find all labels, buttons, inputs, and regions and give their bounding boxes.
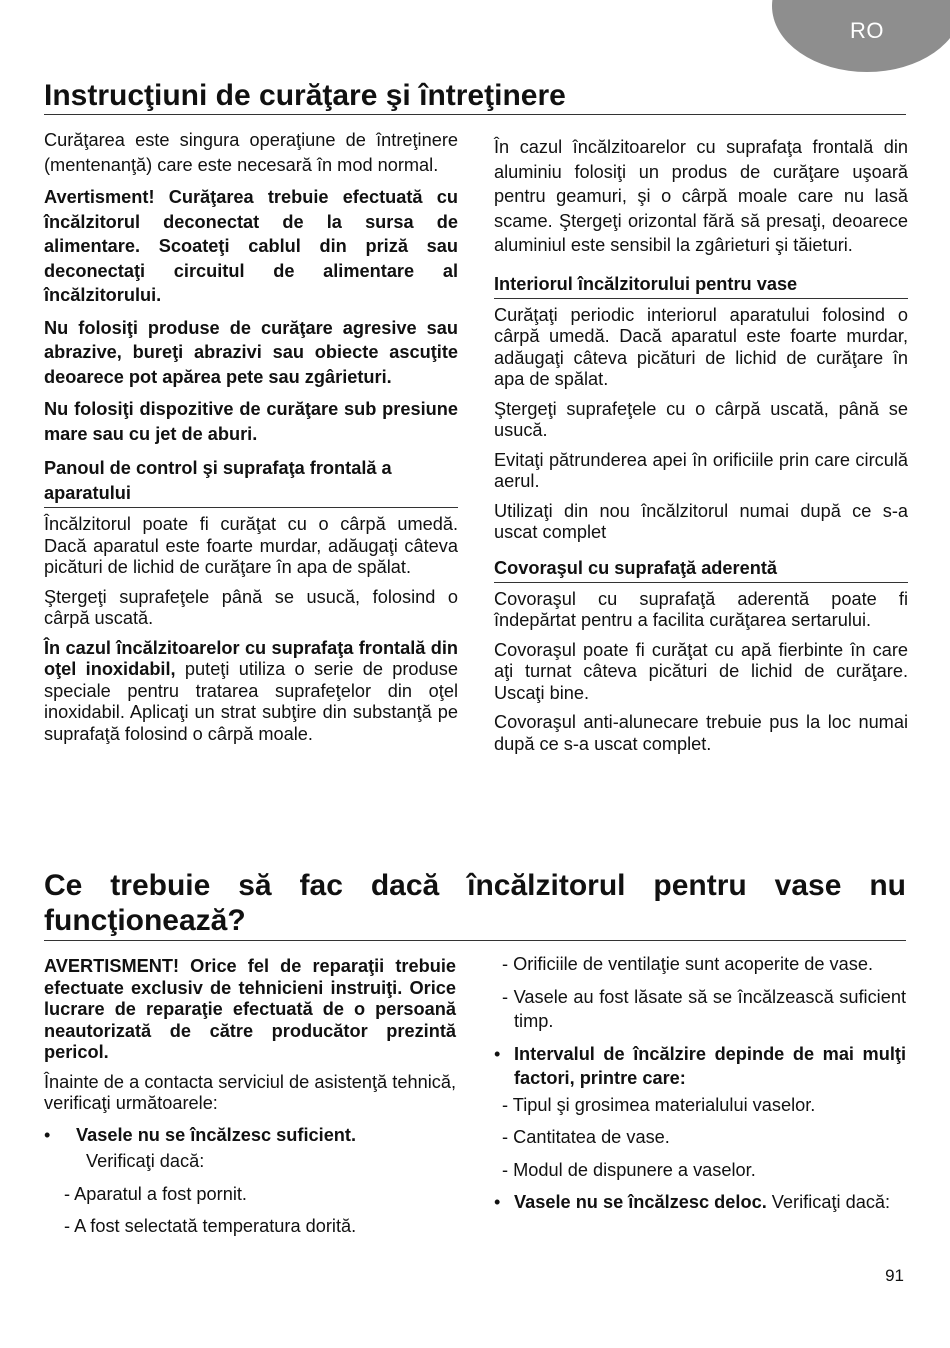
warning-disconnect: Avertisment! Curăţarea trebuie efectuată cu încălzitorul deconectat de la sursa de alimentare. Scoateţi cablul din priză sau deconectaţi circuitul de alimentare al încălzitorului. bbox=[44, 187, 458, 305]
factor-arrangement: - Modul de dispunere a vaselor. bbox=[502, 1159, 756, 1180]
subheading-control-panel: Panoul de control şi suprafaţa frontală a aparatului bbox=[44, 456, 458, 508]
cleaning-intro: Curăţarea este singura operaţiune de întreţinere (mentenanţă) care este necesară în mod normal. bbox=[44, 130, 458, 175]
warning-steam: Nu folosiţi dispozitive de curăţare sub presiune mare sau cu jet de aburi. bbox=[44, 399, 458, 444]
checklist-item-not-heating bbox=[494, 1190, 906, 1215]
interior-paragraph-1: Curăţaţi periodic interiorul aparatului folosind o cârpă umedă. Dacă aparatul este foarte murdar, adăugaţi câteva picături de lichid de curăţare în apa de spălat. bbox=[494, 304, 908, 389]
check-heating-time: - Vasele au fost lăsate să se încălzească suficient timp. bbox=[502, 986, 906, 1031]
check-vents-covered: - Orificiile de ventilaţie sunt acoperite de vase. bbox=[502, 954, 874, 974]
aluminium-paragraph: În cazul încălzitoarelor cu suprafaţa frontală din aluminiu folosiţi un produs de curăţare uşoară pentru geamuri, şi o cârpă moale care nu lasă scame. Ştergeţi orizontal fără să presaţi, deoarece aluminiul este sensibil la zgârieturi şi tăieturi. bbox=[494, 137, 908, 255]
subheading-interior: Interiorul încălzitorului pentru vase bbox=[494, 272, 908, 299]
troubleshooting-left-column bbox=[44, 956, 456, 1247]
interior-paragraph-3: Evitaţi pătrunderea apei în orificiile prin care circulă aerul. bbox=[494, 449, 908, 491]
factor-material: - Tipul şi grosimea materialului vaselor. bbox=[502, 1094, 816, 1115]
check-temperature: - A fost selectată temperatura dorită. bbox=[64, 1216, 357, 1236]
repair-warning: AVERTISMENT! Orice fel de reparaţii trebuie efectuate exclusiv de tehnicieni instruiţi. Orice lucrare de reparaţie efectuată de o persoană neautorizată de către producător prezintă pericol. bbox=[44, 956, 456, 1062]
checklist-item-not-hot-enough bbox=[44, 1123, 456, 1148]
not-heating-title: Vasele nu se încălzesc deloc. bbox=[514, 1192, 767, 1212]
item-not-hot-enough-title: Vasele nu se încălzesc suficient. bbox=[76, 1124, 357, 1145]
stainless-steel-text: puteţi utiliza o serie de produse speciale pentru tratarea suprafeţelor din oţel inoxidabil. Aplicaţi un strat subţire din substanţă pe suprafaţă folosind o cârpă moale. bbox=[44, 659, 458, 744]
factor-quantity: - Cantitatea de vase. bbox=[502, 1127, 670, 1147]
panel-paragraph-2: Ştergeţi suprafeţele până se usucă, folosind o cârpă uscată. bbox=[44, 586, 458, 628]
cleaning-right-column bbox=[494, 135, 908, 763]
checklist-item-heating-interval bbox=[494, 1042, 906, 1091]
language-code: RO bbox=[850, 18, 884, 43]
subheading-mat: Covoraşul cu suprafaţă aderentă bbox=[494, 556, 908, 583]
troubleshooting-intro: Înainte de a contacta serviciul de asistenţă tehnică, verificaţi următoarele: bbox=[44, 1071, 456, 1113]
interior-paragraph-4: Utilizaţi din nou încălzitorul numai după ce s-a uscat complet bbox=[494, 500, 908, 542]
check-powered-on: - Aparatul a fost pornit. bbox=[64, 1183, 247, 1204]
language-tab bbox=[772, 0, 950, 72]
panel-paragraph-3 bbox=[44, 638, 458, 746]
item-not-hot-enough-check: Verificaţi dacă: bbox=[86, 1151, 205, 1171]
section-title-cleaning: Instrucţiuni de curăţare şi întreţinere bbox=[44, 78, 906, 115]
interior-paragraph-2: Ştergeţi suprafeţele cu o cârpă uscată, până se usucă. bbox=[494, 398, 908, 440]
page-number: 91 bbox=[885, 1266, 904, 1285]
section-title-troubleshooting: Ce trebuie să fac dacă încălzitorul pentru vase nu funcţionează? bbox=[44, 868, 906, 941]
mat-paragraph-2: Covoraşul poate fi curăţat cu apă fierbinte în care aţi turnat câteva picături de lichid de curăţare. Uscaţi bine. bbox=[494, 639, 908, 703]
mat-paragraph-3: Covoraşul anti-alunecare trebuie pus la loc numai după ce s-a uscat complet. bbox=[494, 712, 908, 754]
panel-paragraph-1: Încălzitorul poate fi curăţat cu o cârpă umedă. Dacă aparatul este foarte murdar, adăugaţi câteva picături de lichid de curăţare în apa de spălat. bbox=[44, 514, 458, 577]
heating-interval-title: Intervalul de încălzire depinde de mai mulţi factori, printre care: bbox=[514, 1043, 906, 1088]
not-heating-check: Verificaţi dacă: bbox=[766, 1192, 891, 1212]
troubleshooting-right-column bbox=[494, 952, 906, 1217]
mat-paragraph-1: Covoraşul cu suprafaţă aderentă poate fi îndepărtat pentru a facilita curăţarea sertarului. bbox=[494, 588, 908, 630]
stainless-steel-note: În cazul încălzitoarelor cu suprafaţa frontală din oţel inoxidabil, bbox=[44, 637, 458, 679]
cleaning-left-column bbox=[44, 128, 458, 753]
warning-abrasives: Nu folosiţi produse de curăţare agresive sau abrazive, bureţi abrazivi sau obiecte ascuţite deoarece pot apărea pete sau zgârieturi. bbox=[44, 317, 458, 387]
